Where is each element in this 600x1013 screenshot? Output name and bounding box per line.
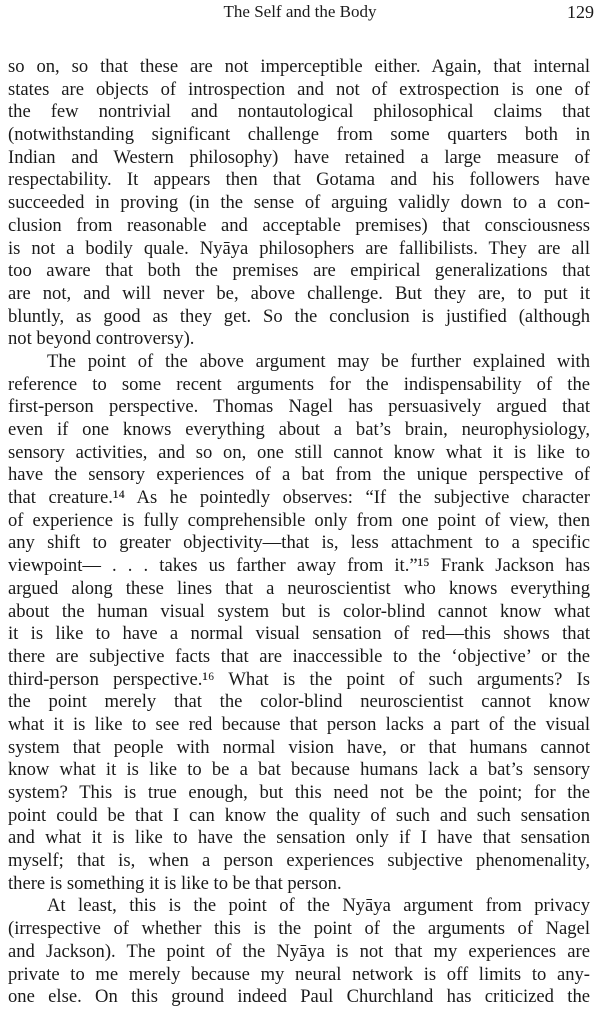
text-line: viewpoint— . . . takes us farther away from it.”¹⁵ Frank Jackson has — [8, 555, 590, 577]
text-line: respectability. It appears then that Gotama and his followers have — [8, 169, 590, 191]
text-line: reference to some recent arguments for the indispensability of the — [8, 373, 590, 395]
text-line: The point of the above argument may be further explained with — [47, 350, 590, 372]
text-line: not beyond controversy). — [8, 328, 195, 350]
text-line: system that people with normal vision have, or that humans cannot — [8, 736, 590, 758]
text-line: there are subjective facts that are inaccessible to the ‘objective’ or the — [8, 645, 590, 667]
text-line: one else. On this ground indeed Paul Churchland has criticized the — [8, 986, 590, 1008]
text-line: sensory activities, and so on, one still cannot know what it is like to — [8, 441, 590, 463]
text-line: the few nontrivial and nontautological philosophical claims that — [8, 101, 590, 123]
text-line: private to me merely because my neural network is off limits to any- — [8, 963, 590, 985]
text-line: are not, and will never be, above challenge. But they are, to put it — [8, 282, 590, 304]
text-line: clusion from reasonable and acceptable premises) that consciousness — [8, 214, 590, 236]
text-line: even if one knows everything about a bat’s brain, neurophysiology, — [8, 419, 590, 440]
text-line: any shift to greater objectivity—that is, less attachment to a specific — [8, 532, 590, 554]
text-line: is not a bodily quale. Nyāya philosophers are fallibilists. They are all — [8, 237, 590, 259]
paragraph — [8, 351, 590, 896]
running-title: The Self and the Body — [223, 2, 377, 21]
text-line: At least, this is the point of the Nyāya argument from privacy — [47, 895, 590, 917]
paragraph — [8, 56, 590, 351]
text-line: there is something it is like to be that person. — [8, 872, 342, 894]
paragraph — [8, 895, 590, 1008]
text-line: system? This is true enough, but this need not be the point; for the — [8, 782, 590, 803]
text-line: argued along these lines that a neuroscientist who knows everything — [8, 577, 590, 599]
text-line: third-person perspective.¹⁶ What is the point of such arguments? Is — [8, 668, 590, 690]
text-line: and what it is like to have the sensation only if I have that sensation — [8, 827, 590, 849]
text-line: about the human visual system but is color-blind cannot know what — [8, 600, 590, 622]
text-line: what it is like to see red because that person lacks a part of the visual — [8, 713, 590, 735]
text-line: that creature.¹⁴ As he pointedly observes: “If the subjective character — [8, 487, 590, 509]
text-line: know what it is like to be a bat because humans lack a bat’s sensory — [8, 759, 590, 781]
text-line: have the sensory experiences of a bat from the unique perspective of — [8, 464, 590, 486]
text-line: of experience is fully comprehensible only from one point of view, then — [8, 509, 590, 531]
text-line: (irrespective of whether this is the point of the arguments of Nagel — [8, 918, 590, 940]
text-line: (notwithstanding significant challenge from some quarters both in — [8, 124, 590, 146]
body-text — [8, 56, 590, 1009]
text-line: Indian and Western philosophy) have retained a large measure of — [8, 146, 590, 168]
text-line: first-person perspective. Thomas Nagel has persuasively argued that — [8, 396, 590, 418]
text-line: myself; that is, when a person experiences subjective phenomenality, — [8, 850, 590, 872]
text-line: and Jackson). The point of the Nyāya is not that my experiences are — [8, 940, 590, 962]
text-line: succeeded in proving (in the sense of arguing validly down to a con- — [8, 192, 590, 214]
page-number: 129 — [567, 2, 594, 22]
text-line: too aware that both the premises are empirical generalizations that — [8, 260, 590, 282]
text-line: the point merely that the color-blind neuroscientist cannot know — [8, 691, 590, 713]
text-line: point could be that I can know the quality of such and such sensation — [8, 804, 590, 826]
text-line: states are objects of introspection and not of extrospection is one of — [8, 78, 590, 100]
text-line: so on, so that these are not imperceptible either. Again, that internal — [8, 56, 590, 77]
text-line: it is like to have a normal visual sensation of red—this shows that — [8, 623, 590, 645]
text-line: bluntly, as good as they get. So the conclusion is justified (although — [8, 305, 590, 327]
